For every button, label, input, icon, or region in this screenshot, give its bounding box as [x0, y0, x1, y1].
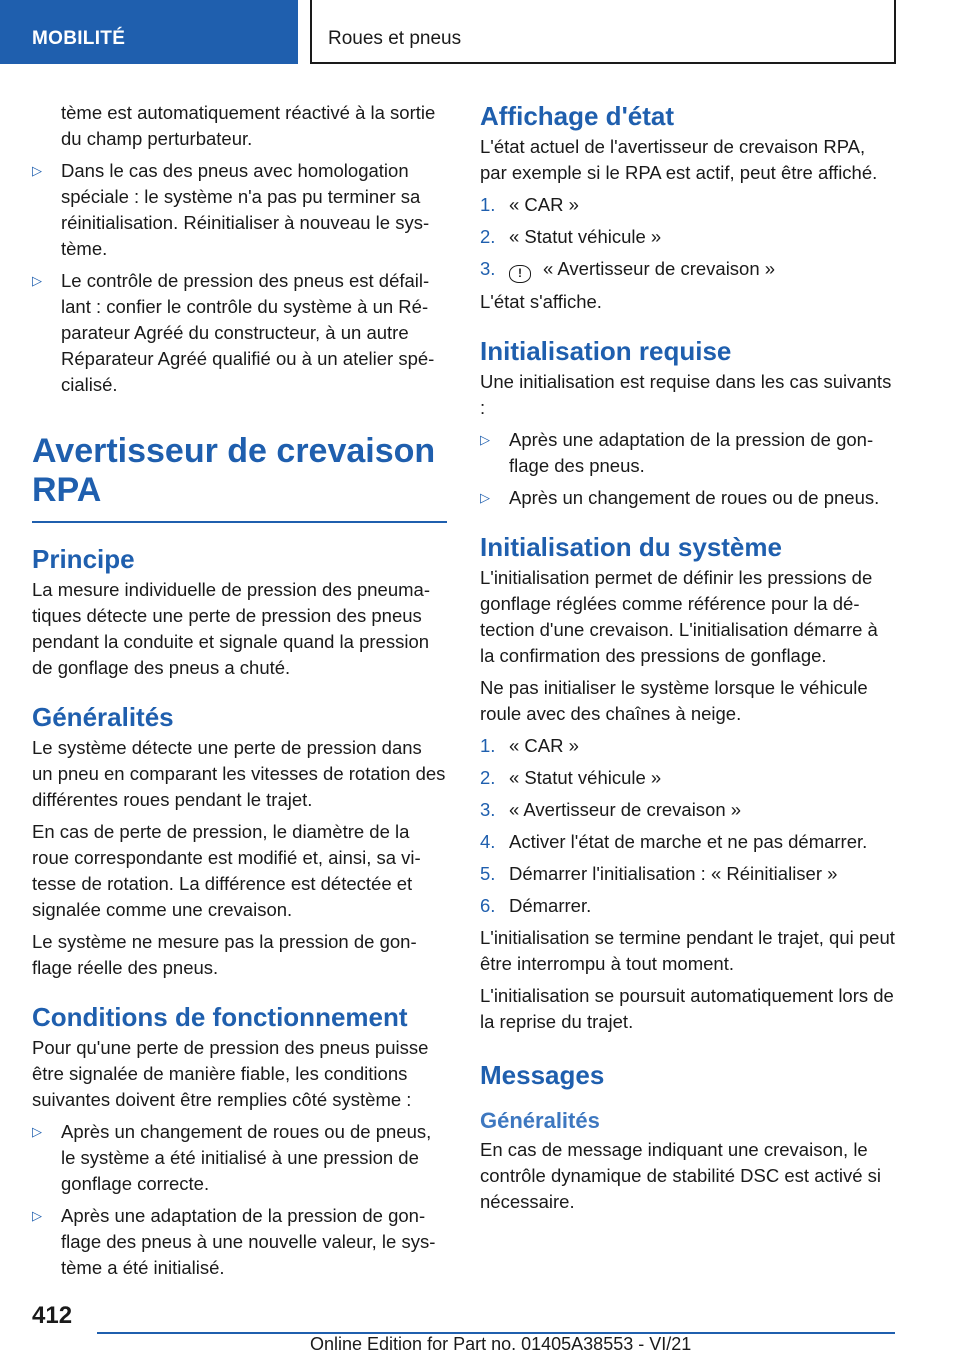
messages-text: En cas de message indiquant une crevaison, le contrôle dynamique de stabilité DSC est activé si nécessaire.: [480, 1139, 882, 1212]
requise-intro: Une initialisation est requise dans les cas suivants :: [480, 371, 892, 418]
heading-generalites: Généralités: [32, 702, 174, 732]
systeme-p4: L'initialisation se poursuit automatiquement lors de la reprise du trajet.: [480, 985, 894, 1032]
systeme-p3: L'initialisation se termine pendant le trajet, qui peut être interrompu à tout moment.: [480, 927, 895, 974]
continued-bullets: [32, 158, 447, 398]
section-tab: MOBILITÉ: [0, 0, 298, 64]
generalites-p2: En cas de perte de pression, le diamètre de la roue correspondante est modifié et, ainsi, sa vitesse de rotation. La différence est détectée et signalée comme une crevaison.: [32, 821, 421, 920]
heading-affichage: Affichage d'état: [480, 101, 674, 131]
generalites-p3: Le système ne mesure pas la pression de gonflage réelle des pneus.: [32, 931, 417, 978]
affichage-outro: L'état s'affiche.: [480, 291, 602, 312]
list-item: ▷ Après une adaptation de la pression de gonflage des pneus.: [480, 429, 874, 476]
subheading-generalites: Généralités: [480, 1108, 600, 1133]
step-item: 3. « Avertisseur de crevaison »: [480, 799, 742, 820]
chapter-title: Roues et pneus: [310, 0, 896, 64]
list-item: ▷ Après une adaptation de la pression de gonflage des pneus à une nouvelle valeur, le système a été initialisé.: [32, 1205, 436, 1278]
affichage-intro: L'état actuel de l'avertisseur de crevaison RPA, par exemple si le RPA est actif, peut être affiché.: [480, 136, 878, 183]
principe-text: La mesure individuelle de pression des pneumatiques détecte une perte de pression des pneus pendant la conduite et signale quand la pression de gonflage des pneus a chuté.: [32, 579, 430, 678]
conditions-list: [32, 1119, 447, 1281]
bullet-triangle-icon: ▷: [480, 490, 490, 505]
bullet-triangle-icon: ▷: [32, 163, 42, 178]
right-column: [480, 100, 895, 1221]
list-item: ▷ Dans le cas des pneus avec homologation spéciale : le système n'a pas pu terminer sa réinitialisation. Réinitialiser à nouveau le système.: [32, 160, 430, 259]
heading-conditions: Conditions de fonctionnement: [32, 1002, 408, 1032]
step-item: 2. « Statut véhicule »: [480, 226, 662, 247]
chapter-heading: Avertisseur de crevaison RPA: [32, 432, 447, 523]
heading-messages: Messages: [480, 1060, 605, 1090]
step-item: 4. Activer l'état de marche et ne pas démarrer.: [480, 831, 868, 852]
step-item: 1. « CAR »: [480, 735, 579, 756]
conditions-intro: Pour qu'une perte de pression des pneus puisse être signalée de manière fiable, les conditions suivantes doivent être remplies côté système :: [32, 1037, 429, 1110]
systeme-p1: L'initialisation permet de définir les pressions de gonflage réglées comme référence pour la détection d'une crevaison. L'initialisation démarre à la confirmation des pressions de gonflage.: [480, 567, 878, 666]
tire-pressure-warning-icon: !: [509, 265, 531, 283]
heading-systeme: Initialisation du système: [480, 532, 782, 562]
step-item: 1. « CAR »: [480, 194, 579, 215]
systeme-p2: Ne pas initialiser le système lorsque le véhicule roule avec des chaînes à neige.: [480, 677, 868, 724]
requise-list: [480, 427, 895, 511]
step-item: 5. Démarrer l'initialisation : « Réinitialiser »: [480, 863, 838, 884]
step-item: 6. Démarrer.: [480, 895, 592, 916]
systeme-steps: [480, 733, 895, 919]
list-item: ▷ Après un changement de roues ou de pneus, le système a été initialisé à une pression de gonflage correcte.: [32, 1121, 432, 1194]
bullet-triangle-icon: ▷: [32, 1124, 42, 1139]
continued-text: tème est automatiquement réactivé à la sortie du champ perturbateur.: [61, 102, 436, 149]
left-column: [32, 100, 447, 1287]
page-number: 412: [32, 1302, 73, 1329]
bullet-triangle-icon: ▷: [32, 273, 42, 288]
affichage-steps: [480, 192, 895, 283]
step-item: 3. ! « Avertisseur de crevaison »: [480, 256, 895, 283]
heading-requise: Initialisation requise: [480, 336, 732, 366]
footer-edition: Online Edition for Part no. 01405A38553 - VI/21: [310, 1334, 692, 1354]
bullet-triangle-icon: ▷: [32, 1208, 42, 1223]
step-item: 2. « Statut véhicule »: [480, 767, 662, 788]
bullet-triangle-icon: ▷: [480, 432, 490, 447]
heading-principe: Principe: [32, 544, 135, 574]
list-item: ▷ Après un changement de roues ou de pneus.: [480, 485, 895, 511]
generalites-p1: Le système détecte une perte de pression dans un pneu en comparant les vitesses de rotation des différentes roues pendant le trajet.: [32, 737, 446, 810]
list-item: ▷ Le contrôle de pression des pneus est défaillant : confier le contrôle du système à un Réparateur Agréé du constructeur, à un autre Réparateur Agréé qualifié ou à un atelier spécialisé.: [32, 270, 435, 395]
